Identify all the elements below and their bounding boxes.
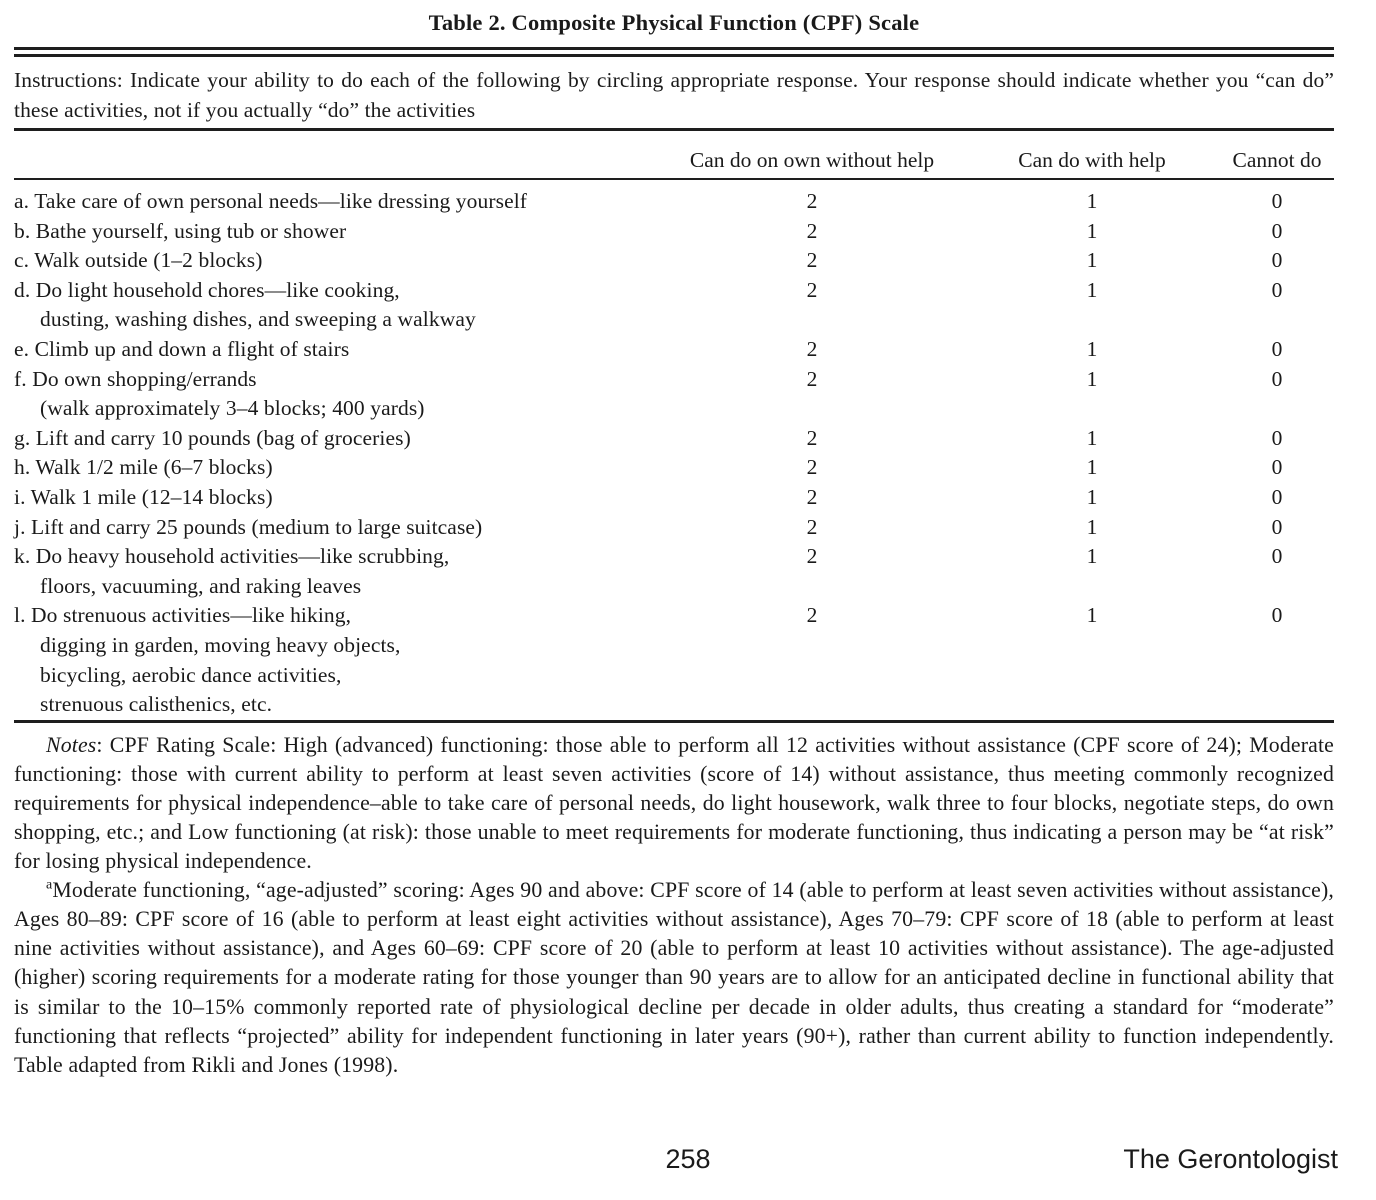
table-row bbox=[14, 246, 1334, 276]
score-cannot-do: 0 bbox=[1271, 425, 1283, 450]
score-can-do-with-help: 1 bbox=[1086, 425, 1098, 450]
score-can-do-own: 2 bbox=[806, 366, 818, 391]
score-can-do-own: 2 bbox=[806, 336, 818, 361]
score-can-do-with-help: 1 bbox=[1086, 603, 1098, 628]
activity-label: a. Take care of own personal needs—like dressing yourself bbox=[14, 189, 528, 213]
score-can-do-with-help: 1 bbox=[1086, 366, 1098, 391]
activity-cell bbox=[14, 335, 660, 365]
activity-label: e. Climb up and down a flight of stairs bbox=[14, 336, 350, 361]
score-can-do-own: 2 bbox=[806, 484, 818, 509]
activity-label: j. Lift and carry 25 pounds (medium to large suitcase) bbox=[14, 514, 483, 539]
activity-label-continuation: (walk approximately 3–4 blocks; 400 yards) bbox=[40, 396, 425, 421]
table-row bbox=[14, 601, 1334, 719]
activity-label: g. Lift and carry 10 pounds (bag of groceries) bbox=[14, 425, 411, 450]
table-row bbox=[14, 453, 1334, 483]
table-title: Table 2. Composite Physical Function (CPF) Scale bbox=[428, 10, 920, 35]
activity-cell bbox=[14, 542, 660, 601]
activity-label-continuation: dusting, washing dishes, and sweeping a walkway bbox=[40, 307, 476, 332]
activity-label-continuation: strenuous calisthenics, etc. bbox=[40, 692, 273, 717]
activity-label: l. Do strenuous activities—like hiking, bbox=[14, 603, 352, 628]
score-cannot-do: 0 bbox=[1271, 514, 1283, 539]
score-can-do-own: 2 bbox=[806, 189, 818, 213]
rule-below-instructions bbox=[14, 128, 1334, 131]
table-body bbox=[14, 180, 1334, 720]
notes-paragraph-1 bbox=[14, 731, 1334, 876]
notes-text-1: : CPF Rating Scale: High (advanced) functioning: those able to perform all 12 activities without assistance (CPF score of 24); Moderate functioning: those with current ability to perform at least seven activities (score of 14) without assistance, thus meeting commonly recognized requirements for physical independence–able to take care of personal needs, do light housework, walk three to four blocks, negotiate steps, do own shopping, etc.; and Low functioning (at risk): those unable to meet requirements for moderate functioning, thus indicating a person may be “at risk” for losing physical independence. bbox=[14, 732, 1334, 874]
score-can-do-own: 2 bbox=[806, 603, 818, 628]
score-can-do-with-help: 1 bbox=[1086, 336, 1098, 361]
activity-cell bbox=[14, 276, 660, 335]
notes-label: Notes bbox=[46, 732, 97, 757]
score-cannot-do: 0 bbox=[1271, 248, 1283, 273]
activity-label: h. Walk 1/2 mile (6–7 blocks) bbox=[14, 455, 273, 480]
score-can-do-own: 2 bbox=[806, 425, 818, 450]
score-can-do-own: 2 bbox=[806, 248, 818, 273]
activity-cell bbox=[14, 483, 660, 513]
table-row bbox=[14, 187, 1334, 217]
page-number: 258 bbox=[665, 1144, 711, 1174]
score-can-do-own: 2 bbox=[806, 455, 818, 480]
activity-label: b. Bathe yourself, using tub or shower bbox=[14, 218, 347, 243]
score-can-do-with-help: 1 bbox=[1086, 514, 1098, 539]
activity-cell bbox=[14, 453, 660, 483]
notes-text-2: Moderate functioning, “age-adjusted” scoring: Ages 90 and above: CPF score of 14 (able to perform at least seven activities without assistance), Ages 80–89: CPF score of 16 (able to perform at least eight activities without assistance), Ages 70–79: CPF score of 18 (able to perform at least nine activities without assistance), and Ages 60–69: CPF score of 20 (able to perform at least 10 activities without assistance). The age-adjusted (higher) scoring requirements for a moderate rating for those younger than 90 years are to allow for an anticipated decline in functional ability that is similar to the 10–15% commonly reported rate of physiological decline per decade in older adults, thus creating a standard for “moderate” functioning that reflects “projected” ability for independent functioning in later years (90+), rather than current ability to function independently. Table adapted from Rikli and Jones (1998). bbox=[14, 878, 1334, 1077]
activity-cell bbox=[14, 424, 660, 454]
score-can-do-with-help: 1 bbox=[1086, 277, 1098, 302]
column-header-can-do-with-help: Can do with help bbox=[1018, 148, 1166, 172]
score-cannot-do: 0 bbox=[1271, 366, 1283, 391]
double-rule bbox=[14, 47, 1334, 57]
table-row bbox=[14, 513, 1334, 543]
activity-label: k. Do heavy household activities—like scrubbing, bbox=[14, 544, 450, 569]
score-can-do-own: 2 bbox=[806, 544, 818, 569]
footnote-marker-a: a bbox=[46, 877, 53, 893]
activity-cell bbox=[14, 601, 660, 719]
score-can-do-with-help: 1 bbox=[1086, 455, 1098, 480]
journal-page bbox=[14, 0, 1334, 1080]
score-cannot-do: 0 bbox=[1271, 455, 1283, 480]
score-can-do-with-help: 1 bbox=[1086, 218, 1098, 243]
activity-label: f. Do own shopping/errands bbox=[14, 366, 257, 391]
score-can-do-with-help: 1 bbox=[1086, 248, 1098, 273]
score-can-do-with-help: 1 bbox=[1086, 544, 1098, 569]
activity-label-continuation: bicycling, aerobic dance activities, bbox=[40, 662, 342, 687]
activity-cell bbox=[14, 217, 660, 247]
notes-paragraph-2 bbox=[14, 876, 1334, 1080]
table-row bbox=[14, 335, 1334, 365]
table-row bbox=[14, 483, 1334, 513]
score-cannot-do: 0 bbox=[1271, 277, 1283, 302]
instructions-text: Instructions: Indicate your ability to do each of the following by circling appropriate response. Your response should indicate whether you “can do” these activities, not if you actually “do” the activities bbox=[14, 68, 1334, 122]
table-row bbox=[14, 217, 1334, 247]
page-footer bbox=[0, 1143, 1376, 1175]
column-header-can-do-own: Can do on own without help bbox=[689, 148, 935, 172]
score-cannot-do: 0 bbox=[1271, 218, 1283, 243]
score-cannot-do: 0 bbox=[1271, 336, 1283, 361]
table-row bbox=[14, 365, 1334, 424]
score-can-do-own: 2 bbox=[806, 277, 818, 302]
activity-label: c. Walk outside (1–2 blocks) bbox=[14, 248, 263, 273]
activity-label-continuation: floors, vacuuming, and raking leaves bbox=[40, 573, 362, 598]
table-row bbox=[14, 276, 1334, 335]
activity-label: d. Do light household chores—like cooking, bbox=[14, 277, 400, 302]
table-header-row bbox=[14, 147, 1334, 173]
score-cannot-do: 0 bbox=[1271, 603, 1283, 628]
activity-label: i. Walk 1 mile (12–14 blocks) bbox=[14, 484, 273, 509]
score-can-do-own: 2 bbox=[806, 514, 818, 539]
score-cannot-do: 0 bbox=[1271, 484, 1283, 509]
column-header-activity-spacer bbox=[14, 147, 660, 173]
journal-name: The Gerontologist bbox=[1123, 1144, 1338, 1174]
table-row bbox=[14, 424, 1334, 454]
score-can-do-with-help: 1 bbox=[1086, 484, 1098, 509]
column-header-cannot-do: Cannot do bbox=[1232, 148, 1322, 172]
activity-label-continuation: digging in garden, moving heavy objects, bbox=[40, 632, 401, 657]
score-cannot-do: 0 bbox=[1271, 189, 1283, 213]
rule-below-table bbox=[14, 720, 1334, 723]
score-can-do-with-help: 1 bbox=[1086, 189, 1098, 213]
activity-cell bbox=[14, 365, 660, 424]
activity-cell bbox=[14, 246, 660, 276]
activity-cell bbox=[14, 513, 660, 543]
score-cannot-do: 0 bbox=[1271, 544, 1283, 569]
activity-cell bbox=[14, 187, 660, 217]
table-row bbox=[14, 542, 1334, 601]
score-can-do-own: 2 bbox=[806, 218, 818, 243]
